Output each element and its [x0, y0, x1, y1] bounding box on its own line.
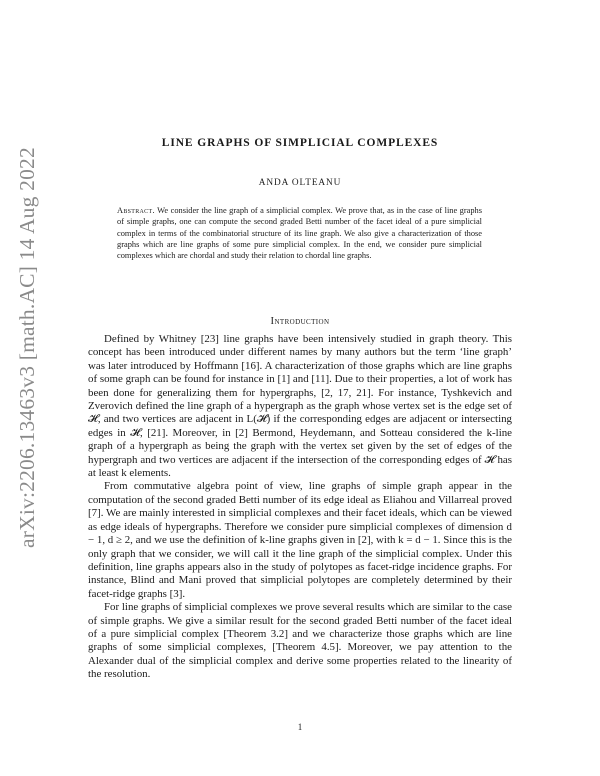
abstract [117, 205, 482, 261]
author-name: ANDA OLTEANU [258, 178, 342, 188]
abstract-text: We consider the line graph of a simplicial complex. We prove that, as in the case of line graphs of simple graphs, one can compute the second graded Betti number of the facet ideal of a pure simplicial complex in terms of the combinatorial structure of its line graph. We also give a characterization of those graphs which are line graphs of some pure simplicial complex. In the end, we consider pure simplicial complexes which are chordal and study their relation to chordal line graphs. [117, 206, 482, 261]
paragraph: For line graphs of simplicial complexes we prove several results which are similar to the case of simple graphs. We give a similar result for the second graded Betti number of the facet ideal of a pure simplicial complex [Theorem 3.2] and we characterize those graphs which are line graphs of some simplicial complexes, [Theorem 4.5]. Moreover, we pay attention to the Alexander dual of the simplicial complex and derive some properties related to the linearity of the resolution. [88, 601, 512, 681]
paper-title: LINE GRAPHS OF SIMPLICIAL COMPLEXES [161, 137, 439, 149]
introduction-body [88, 333, 512, 682]
abstract-label: Abstract. [117, 206, 155, 215]
arxiv-identifier: arXiv:2206.13463v3 [math.AC] 14 Aug 2022 [15, 147, 39, 548]
section-heading-introduction: Introduction [270, 316, 330, 327]
paragraph: From commutative algebra point of view, line graphs of simple graph appear in the computation of the second graded Betti number of its edge ideal as Eliahou and Villarreal proved [7]. We are mainly interested in simplicial complexes and their facet ideals, which can be viewed as edge ideals of hypergraphs. Therefore we consider pure simplicial complexes of dimension d − 1, d ≥ 2, and we use the definition of k-line graphs given in [2], with k = d − 1. Since this is the only graph that we consider, we will call it the line graph of the simplicial complex. Under this definition, line graphs appears also in the study of polytopes as facet-ridge incidence graphs. For instance, Blind and Mani proved that simplicial polytopes are completely determined by their facet-ridge graphs [3]. [88, 480, 512, 600]
page-number: 1 [297, 722, 303, 732]
paragraph: Defined by Whitney [23] line graphs have been intensively studied in graph theory. This concept has been introduced under different names by many authors but the term ‘line graph’ was later introduced by Hoffmann [16]. A characterization of those graphs which are line graphs of some graph can be found for instance in [1] and [11]. Due to their properties, a lot of work has been done for generalizing them for hypergraphs, [2, 17, 21]. For instance, Tyshkevich and Zverovich defined the line graph of a hypergraph as the graph whose vertex set is the edge set of 𝓗, and two vertices are adjacent in L(𝓗) if the corresponding edges are adjacent or intersecting edges in 𝓗, [21]. Moreover, in [2] Bermond, Heydemann, and Sotteau considered the k-line graph of a hypergraph as being the graph with the vertex set given by the set of edges of the hypergraph and two vertices are adjacent if the intersection of the corresponding edges of 𝓗 has at least k elements. [88, 333, 512, 480]
